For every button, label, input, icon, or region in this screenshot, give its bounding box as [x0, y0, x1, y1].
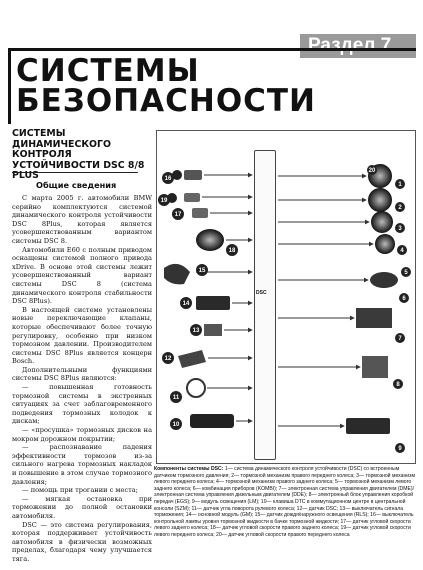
badge-label: 3 — [398, 226, 402, 232]
badge-label: 10 — [172, 422, 180, 428]
number-badge — [395, 333, 405, 343]
number-badge — [180, 297, 192, 309]
dtc-button — [190, 414, 252, 428]
badge-label: 9 — [398, 446, 402, 452]
number-badge — [162, 172, 174, 184]
number-badge — [393, 379, 403, 389]
badge-label: 13 — [192, 328, 200, 334]
paragraph: DSC — это система регулирования, которая поддерживает устойчивость автомобиля в физически возможных пределах, благодаря чему улучшается тяга. — [12, 520, 152, 563]
number-badge — [395, 179, 405, 189]
base-module — [196, 296, 252, 310]
dsc-sensor — [178, 350, 252, 368]
number-badge — [162, 352, 174, 364]
badge-label: 5 — [404, 270, 408, 276]
number-badge — [170, 391, 182, 403]
badge-label: 6 — [402, 296, 406, 302]
sensor-17 — [172, 208, 252, 219]
badge-label: 1 — [398, 182, 402, 188]
number-badge — [395, 202, 405, 212]
badge-label: 14 — [182, 301, 190, 307]
badge-label: 15 — [198, 268, 206, 274]
badge-label: 16 — [164, 176, 172, 182]
transmission-control-unit — [278, 356, 388, 378]
caption-text: 1— система динамического контроля устойчивости (DSC) со встроенным датчиком тормозного давления; 2— тормозной механизм правого переднего колеса; 3— тормозной механизм левого переднего колеса; 4— тормозной механизм правого заднего колеса; 5— тормозной механизм левого заднего колеса; 6— комбинация приборов (KOMBI); 7— электронная система управления двигателем (DME)/ электронная система управления дизельным двигателем (DDE); 8— электронный блок управления коробкой передач (EGS); 9— модуль освещения (LM); 10— клавиша DTC в коммутационном центре в центральной консоли (SZM); 11— датчик угла поворота рулевого колеса; 12— датчик DSC; 13— выключатель сигнала торможения; 14— основной модуль (GM); 15— датчик дождя/наружного освещения (RLS); 16— выключатель контрольной лампы уровня тормозной жидкости в бачке тормозной жидкости; 17— датчик угловой скорости левого заднего колеса; 18— датчик угловой скорости правого заднего колеса; 19— датчик угловой скорости левого переднего колеса; 20— датчик угловой скорости правого переднего колеса — [154, 466, 415, 538]
wheel-brake-front-left — [278, 188, 392, 212]
number-badge — [395, 443, 405, 453]
badge-label: 12 — [164, 356, 172, 362]
paragraph: — «просушка» тормозных дисков на мокром дорожном покрытии; — [12, 426, 152, 443]
paragraph: Дополнительными функциями системы DSC 8Plus являются: — [12, 365, 152, 383]
paragraph: С марта 2005 г. автомобили BMW серийно комплектуются системой динамического контроля устойчивости DSC 8Plus, которая является усовершенствованным вариантом системы DSC 8. — [12, 194, 152, 245]
badge-label: 7 — [398, 336, 402, 342]
title-line-1: СИСТЕМЫ — [16, 53, 200, 89]
number-badge — [397, 245, 407, 255]
rain-light-sensor — [164, 264, 252, 285]
brake-light-switch — [204, 324, 252, 336]
number-badge — [190, 324, 202, 336]
badge-label: 17 — [174, 212, 182, 218]
number-badge — [401, 267, 411, 277]
number-badge — [172, 208, 184, 220]
general-heading: Общие сведения — [36, 180, 117, 190]
light-module — [278, 418, 390, 434]
badge-label: 19 — [160, 198, 168, 204]
engine-control-unit — [278, 308, 392, 328]
caption-lead: Компоненты системы DSC: — [154, 466, 224, 472]
number-badge — [395, 223, 405, 233]
sensor-16 — [172, 170, 252, 180]
number-badge — [367, 165, 377, 175]
badge-label: 20 — [368, 168, 376, 174]
paragraph: — помощь при трогании с места; — [22, 486, 138, 495]
badge-label: 8 — [396, 382, 400, 388]
number-badge — [399, 293, 409, 303]
dsc-label: DSC — [256, 290, 267, 296]
number-badge — [226, 244, 238, 256]
paragraph: — повышенная готовность тормозной системы в экстренных ситуациях за счет заблаговременного подведения тормозных колодок к дискам; — [12, 383, 152, 426]
badge-label: 18 — [228, 248, 236, 254]
badge-label: 4 — [400, 248, 404, 254]
paragraph: В настоящей системе установлены новые переключающие клапаны, которые обеспечивают более точную регулировку, особенно при низком тормозном давлении. Производителем системы DSC 8Plus является концерн Bosch. — [12, 305, 152, 366]
paragraph: Автомобили E60 с полным приводом оснащены системой полного привода xDrive. В основе этой системы лежит усовершенствованный вариант системы DSC 8 (система динамического контроля стабильности DSC 8Plus). — [12, 245, 152, 306]
wheel-brake-rear-right — [278, 211, 393, 233]
sensor-19 — [167, 193, 252, 203]
paragraph: — мягкая остановка при торможении до полной остановки автомобиля. — [12, 494, 152, 520]
badge-label: 11 — [172, 395, 180, 401]
section-label: Раздел 7 — [300, 34, 416, 58]
number-badge — [196, 264, 208, 276]
badge-label: 2 — [398, 205, 402, 211]
paragraph: — распознавание падения эффективности тормозов из-за сильного нагрева тормозных накладок и повышение в этом случае тормозного давления; — [12, 443, 152, 486]
figure-caption — [154, 466, 418, 539]
title-line-2: БЕЗОПАСНОСТИ — [16, 83, 317, 119]
subsection-title: СИСТЕМЫ ДИНАМИЧЕСКОГО КОНТРОЛЯ УСТОЙЧИВОСТИ DSC 8/8 PLUS — [12, 128, 145, 181]
instrument-cluster — [278, 272, 398, 288]
number-badge — [158, 194, 170, 206]
steering-angle-sensor — [187, 379, 252, 397]
sensor-18 — [196, 229, 252, 251]
wheel-brake-rear-left — [278, 234, 395, 254]
number-badge — [170, 418, 182, 430]
